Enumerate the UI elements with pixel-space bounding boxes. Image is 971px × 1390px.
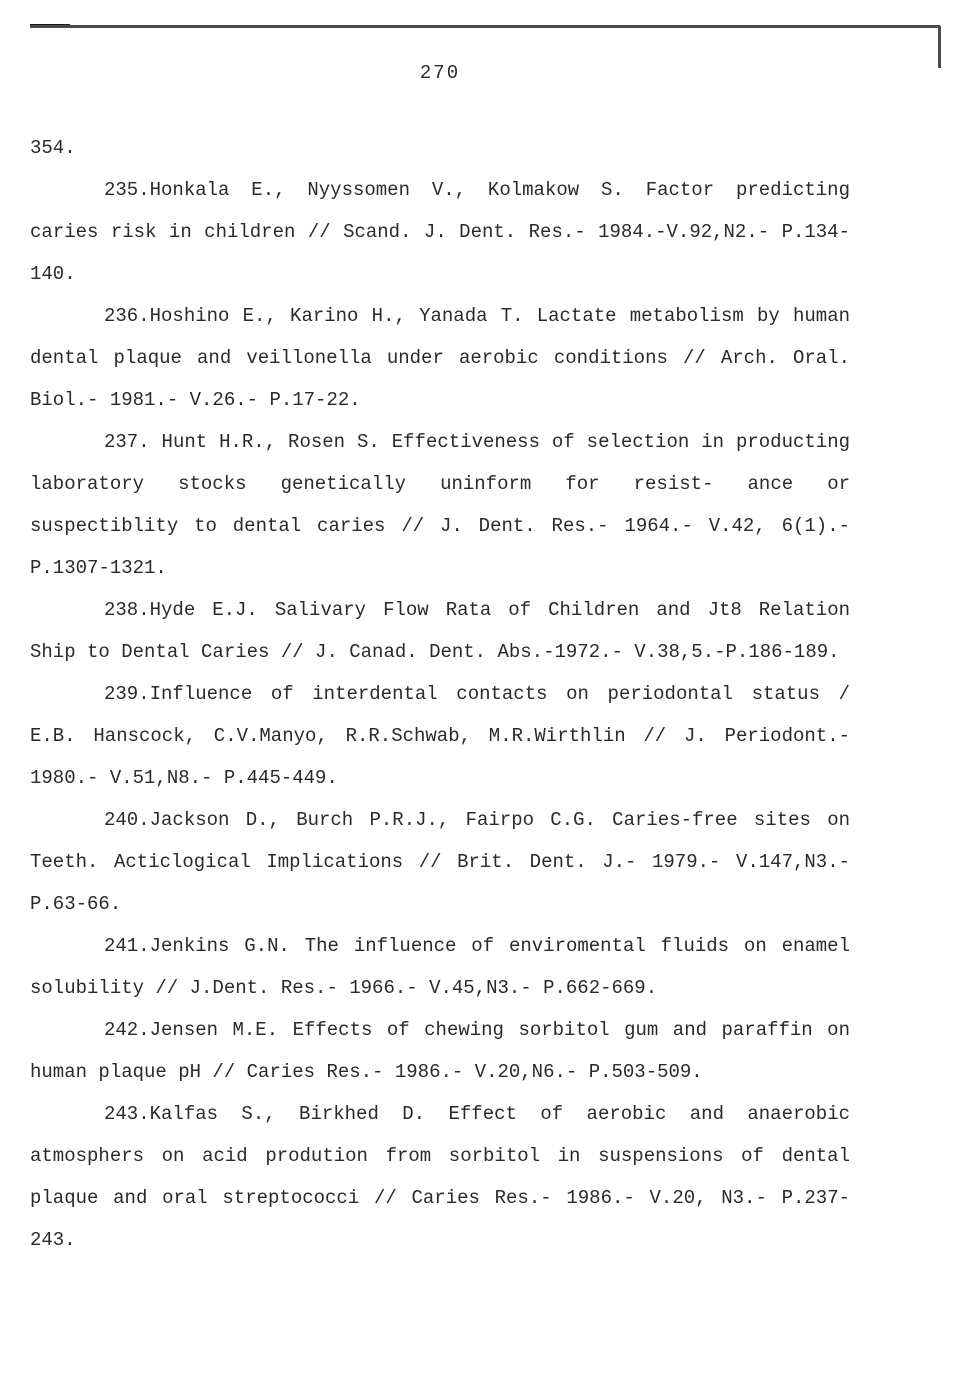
- reference-236: 236.Hoshino E., Karino H., Yanada T. Lactate metabolism by human dental plaque and veillonella under aerobic conditions // Arch. Oral. Biol.- 1981.- V.26.- P.17-22.: [30, 305, 850, 411]
- reference-243: 243.Kalfas S., Birkhed D. Effect of aerobic and anaerobic atmosphers on acid prodution from sorbitol in suspensions of dental plaque and oral streptococci // Caries Res.- 1986.- V.20, N3.- P.237-243.: [30, 1103, 850, 1251]
- continuation-text: 354.: [30, 137, 76, 159]
- reference-239: 239.Influence of interdental contacts on periodontal status / E.B. Hanscock, C.V.Manyo, R.R.Schwab, M.R.Wirthlin // J. Periodont.- 1980.- V.51,N8.- P.445-449.: [30, 683, 850, 789]
- top-rule-end: [938, 26, 941, 68]
- page-number: 270: [419, 62, 461, 84]
- reference-list: [30, 127, 850, 1261]
- reference-242: 242.Jensen M.E. Effects of chewing sorbitol gum and paraffin on human plaque pH // Caries Res.- 1986.- V.20,N6.- P.503-509.: [30, 1019, 850, 1083]
- top-rule: [30, 25, 940, 28]
- reference-235: 235.Honkala E., Nyyssomen V., Kolmakow S. Factor predicting caries risk in children // Scand. J. Dent. Res.- 1984.-V.92,N2.- P.134-140.: [30, 179, 850, 285]
- reference-238: 238.Hyde E.J. Salivary Flow Rata of Children and Jt8 Relation Ship to Dental Caries // J. Canad. Dent. Abs.-1972.- V.38,5.-P.186-189.: [30, 599, 850, 663]
- reference-241: 241.Jenkins G.N. The influence of enviromental fluids on enamel solubility // J.Dent. Res.- 1966.- V.45,N3.- P.662-669.: [30, 935, 850, 999]
- reference-237: 237. Hunt H.R., Rosen S. Effectiveness of selection in producting laboratory stocks genetically uninform for resist- ance or suspectiblity to dental caries // J. Dent. Res.- 1964.- V.42, 6(1).- P.1307-1321.: [30, 431, 850, 579]
- reference-240: 240.Jackson D., Burch P.R.J., Fairpo C.G. Caries-free sites on Teeth. Acticlogical Implications // Brit. Dent. J.- 1979.- V.147,N3.- P.63-66.: [30, 809, 850, 915]
